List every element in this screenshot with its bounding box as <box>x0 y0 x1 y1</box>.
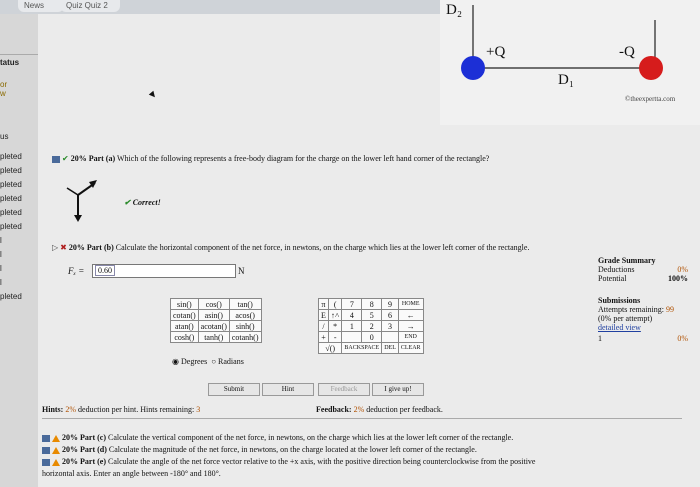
part-c-row[interactable]: 20% Part (c) Calculate the vertical component of the net force, in newtons, on the charge which lies at the lower left corner of the rectangle. <box>42 432 692 444</box>
warning-icon <box>52 459 60 466</box>
end-key[interactable]: END <box>398 332 423 343</box>
hints-line: Hints: 2% deduction per hint. Hints remaining: 3 <box>42 405 201 414</box>
tanh-button[interactable]: tanh() <box>198 332 229 343</box>
remaining-parts <box>42 432 692 480</box>
part-e-continuation: horizontal axis. Enter an angle between -180° and 180°. <box>42 469 221 478</box>
cosh-button[interactable]: cosh() <box>171 332 199 343</box>
degrees-radio[interactable]: ◉ <box>172 357 179 366</box>
feedback-button[interactable]: Feedback <box>318 383 370 396</box>
acos-button[interactable]: acos() <box>229 310 261 321</box>
minus-key[interactable]: - <box>328 332 342 343</box>
sidebar-item[interactable]: pleted <box>0 152 22 161</box>
backspace-key[interactable]: BACKSPACE <box>342 343 382 354</box>
label-d2: D₂ <box>446 2 463 18</box>
calculator-keypad <box>318 298 424 354</box>
right-arrow-key[interactable]: → <box>398 321 423 332</box>
sidebar-item[interactable]: l <box>0 250 2 259</box>
expand-icon[interactable] <box>52 156 60 163</box>
key-6[interactable]: 6 <box>382 310 399 321</box>
sidebar-item[interactable]: pleted <box>0 292 22 301</box>
browser-tab-news[interactable]: News <box>18 0 64 12</box>
sidebar-item[interactable]: us <box>0 132 9 141</box>
part-a-status: ✔ Correct! <box>124 198 161 207</box>
key-1[interactable]: 1 <box>342 321 362 332</box>
sidebar-item[interactable]: pleted <box>0 208 22 217</box>
feedback-line: Feedback: 2% deduction per feedback. <box>316 405 443 414</box>
part-b-percent: 20% <box>68 243 85 252</box>
sidebar-item[interactable]: w <box>0 89 6 98</box>
sidebar-item[interactable]: l <box>0 236 2 245</box>
tan-button[interactable]: tan() <box>229 299 261 310</box>
key-3[interactable]: 3 <box>382 321 399 332</box>
multiply-key[interactable]: * <box>328 321 342 332</box>
clear-key[interactable]: CLEAR <box>398 343 423 354</box>
part-b-row <box>52 243 652 252</box>
x-mark-icon: ✖ <box>60 243 67 252</box>
key-5[interactable]: 5 <box>362 310 382 321</box>
correct-check-icon: ✔ <box>124 198 131 207</box>
check-icon: ✔ <box>62 154 69 163</box>
label-plus-q: +Q <box>486 44 506 60</box>
browser-tab-quiz[interactable]: Quiz Quiz 2 <box>60 0 120 12</box>
divide-key[interactable]: / <box>319 321 329 332</box>
left-arrow-key[interactable]: ← <box>398 310 423 321</box>
cos-button[interactable]: cos() <box>198 299 229 310</box>
sidebar <box>0 14 38 487</box>
power-key[interactable]: ↑˄ <box>328 310 342 321</box>
warning-icon <box>52 447 60 454</box>
key-9[interactable]: 9 <box>382 299 399 310</box>
divider <box>42 418 682 419</box>
collapse-icon[interactable]: ▷ <box>52 243 59 252</box>
sidebar-item[interactable]: pleted <box>0 222 22 231</box>
watermark: ©theexpertta.com <box>625 95 676 103</box>
key-blank[interactable] <box>382 332 399 343</box>
sin-button[interactable]: sin() <box>171 299 199 310</box>
submit-button[interactable]: Submit <box>208 383 260 396</box>
atan-button[interactable]: atan() <box>171 321 199 332</box>
unit-label: N <box>238 266 245 276</box>
expand-icon[interactable] <box>42 447 50 454</box>
part-b-question: Calculate the horizontal component of the net force, in newtons, on the charge which lies at the lower left corner of the rectangle. <box>115 243 530 252</box>
part-a-percent: 20% <box>70 154 87 163</box>
answer-input[interactable]: 0.60 <box>92 264 236 278</box>
key-8[interactable]: 8 <box>362 299 382 310</box>
submissions-panel: Submissions Attempts remaining: 99 (0% per attempt) detailed view 1 0% <box>598 296 688 343</box>
charge-rectangle-figure <box>440 0 700 125</box>
key-7[interactable]: 7 <box>342 299 362 310</box>
angle-mode: ◉ Degrees ○ Radians <box>172 357 244 366</box>
key-0[interactable]: 0 <box>362 332 382 343</box>
sqrt-key[interactable]: √() <box>319 343 342 354</box>
free-body-diagram <box>65 178 105 223</box>
negative-charge <box>639 56 663 80</box>
pi-key[interactable]: π <box>319 299 329 310</box>
e-key[interactable]: E <box>319 310 329 321</box>
positive-charge <box>461 56 485 80</box>
radians-radio[interactable]: ○ <box>211 357 217 366</box>
trig-function-table <box>170 298 262 343</box>
sidebar-item[interactable]: pleted <box>0 194 22 203</box>
part-d-row[interactable]: 20% Part (d) Calculate the magnitude of the net force, in newtons, on the charge located at the lower left corner of the rectangle. <box>42 444 692 456</box>
hint-button[interactable]: Hint <box>262 383 314 396</box>
key-4[interactable]: 4 <box>342 310 362 321</box>
detailed-view-link[interactable]: detailed view <box>598 323 641 332</box>
part-e-row[interactable]: 20% Part (e) Calculate the angle of the net force vector relative to the +x axis, with the positive direction being counterclockwise from the positive <box>42 456 692 468</box>
give-up-button[interactable]: I give up! <box>372 383 424 396</box>
part-a-question: Which of the following represents a free-body diagram for the charge on the lower left hand corner of the rectangle? <box>117 154 490 163</box>
cotanh-button[interactable]: cotanh() <box>229 332 261 343</box>
del-key[interactable]: DEL <box>382 343 399 354</box>
expand-icon[interactable] <box>42 435 50 442</box>
sidebar-item[interactable]: l <box>0 264 2 273</box>
sidebar-item[interactable]: or <box>0 80 8 89</box>
plus-key[interactable]: + <box>319 332 329 343</box>
warning-icon <box>52 435 60 442</box>
label-minus-q: -Q <box>619 44 635 60</box>
open-paren-key[interactable]: ( <box>328 299 342 310</box>
home-key[interactable]: HOME <box>398 299 423 310</box>
asin-button[interactable]: asin() <box>198 310 229 321</box>
expand-icon[interactable] <box>42 459 50 466</box>
sinh-button[interactable]: sinh() <box>229 321 261 332</box>
sidebar-item[interactable]: pleted <box>0 180 22 189</box>
fx-variable: Fₓ = <box>68 266 85 276</box>
part-a-label: Part (a) <box>88 154 116 163</box>
grade-summary: Grade Summary Deductions 0% Potential 100% <box>598 256 688 283</box>
part-b-label: Part (b) <box>86 243 114 252</box>
key-blank[interactable] <box>342 332 362 343</box>
grade-summary-title: Grade Summary <box>598 256 656 265</box>
sidebar-item[interactable]: l <box>0 278 2 287</box>
part-a-row <box>52 154 612 163</box>
key-2[interactable]: 2 <box>362 321 382 332</box>
sidebar-item[interactable]: tatus <box>0 58 20 67</box>
label-d1: D₁ <box>558 72 575 88</box>
sidebar-item[interactable]: pleted <box>0 166 22 175</box>
cotan-button[interactable]: cotan() <box>171 310 199 321</box>
acotan-button[interactable]: acotan() <box>198 321 229 332</box>
